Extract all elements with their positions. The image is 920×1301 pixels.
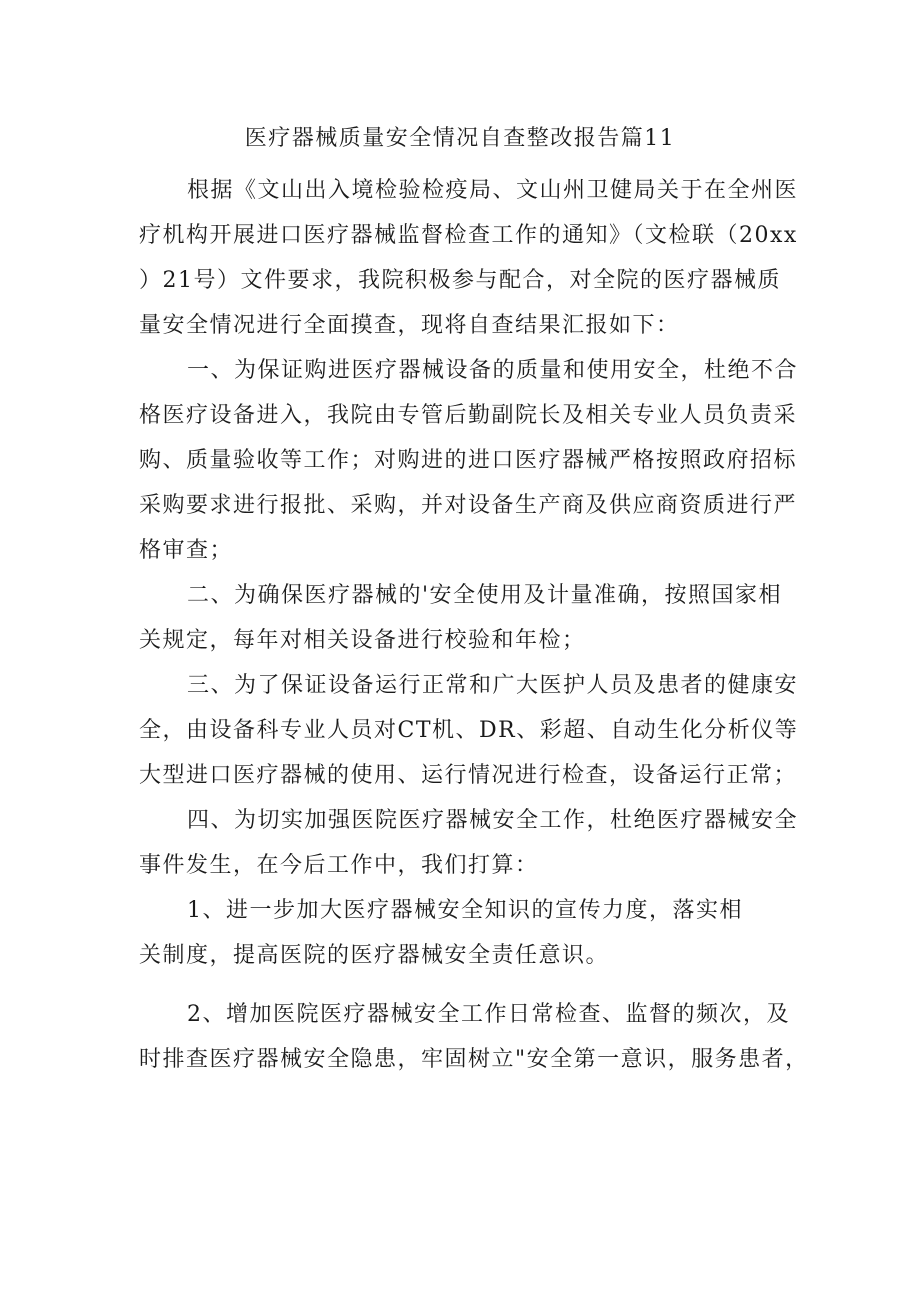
paragraph-item-2	[139, 573, 799, 663]
text-line: 三、为了保证设备运行正常和广大医护人员及患者的健康安	[187, 673, 799, 698]
text-line: 购、质量验收等工作；对购进的进口医疗器械严格按照政府招标	[139, 448, 798, 473]
document-body	[139, 168, 809, 1082]
text-line: 采购要求进行报批、采购，并对设备生产商及供应商资质进行严	[139, 493, 798, 518]
paragraph-item-3	[139, 663, 799, 798]
paragraph-plan-2	[139, 992, 809, 1082]
text-line: 事件发生，在今后工作中，我们打算：	[139, 853, 539, 878]
text-line: 大型进口医疗器械的使用、运行情况进行检查，设备运行正常；	[139, 763, 798, 788]
paragraph-item-1	[139, 348, 799, 573]
text-line: 一、为保证购进医疗器械设备的质量和使用安全，杜绝不合	[187, 358, 799, 383]
text-line: 格审查；	[139, 538, 234, 563]
text-line: 根据《文山出入境检验检疫局、文山州卫健局关于在全州医	[187, 178, 799, 203]
text-line: 疗机构开展进口医疗器械监督检查工作的通知》（文检联（20xx	[139, 223, 798, 248]
text-line: 时排查医疗器械安全隐患，牢固树立"安全第一意识，服务患者，	[139, 1047, 809, 1072]
text-line: 关制度，提高医院的医疗器械安全责任意识。	[139, 943, 610, 968]
text-line: 1、进一步加大医疗器械安全知识的宣传力度，落实相	[187, 898, 743, 923]
text-line: ）21号）文件要求，我院积极参与配合，对全院的医疗器械质	[139, 268, 781, 293]
paragraph-plan-1	[139, 888, 799, 978]
text-line: 格医疗设备进入，我院由专管后勤副院长及相关专业人员负责采	[139, 403, 798, 428]
paragraph-intro	[139, 168, 799, 348]
document-title: 医疗器械质量安全情况自查整改报告篇11	[244, 126, 676, 151]
text-line: 二、为确保医疗器械的'安全使用及计量准确，按照国家相	[187, 583, 783, 608]
text-line: 关规定，每年对相关设备进行校验和年检；	[139, 628, 586, 653]
text-line: 全，由设备科专业人员对CT机、DR、彩超、自动生化分析仪等	[139, 718, 799, 743]
paragraph-item-4	[139, 798, 799, 888]
text-line: 2、增加医院医疗器械安全工作日常检查、监督的频次，及	[187, 1002, 790, 1027]
text-line: 四、为切实加强医院医疗器械安全工作，杜绝医疗器械安全	[187, 808, 799, 833]
text-line: 量安全情况进行全面摸查，现将自查结果汇报如下：	[139, 313, 680, 338]
